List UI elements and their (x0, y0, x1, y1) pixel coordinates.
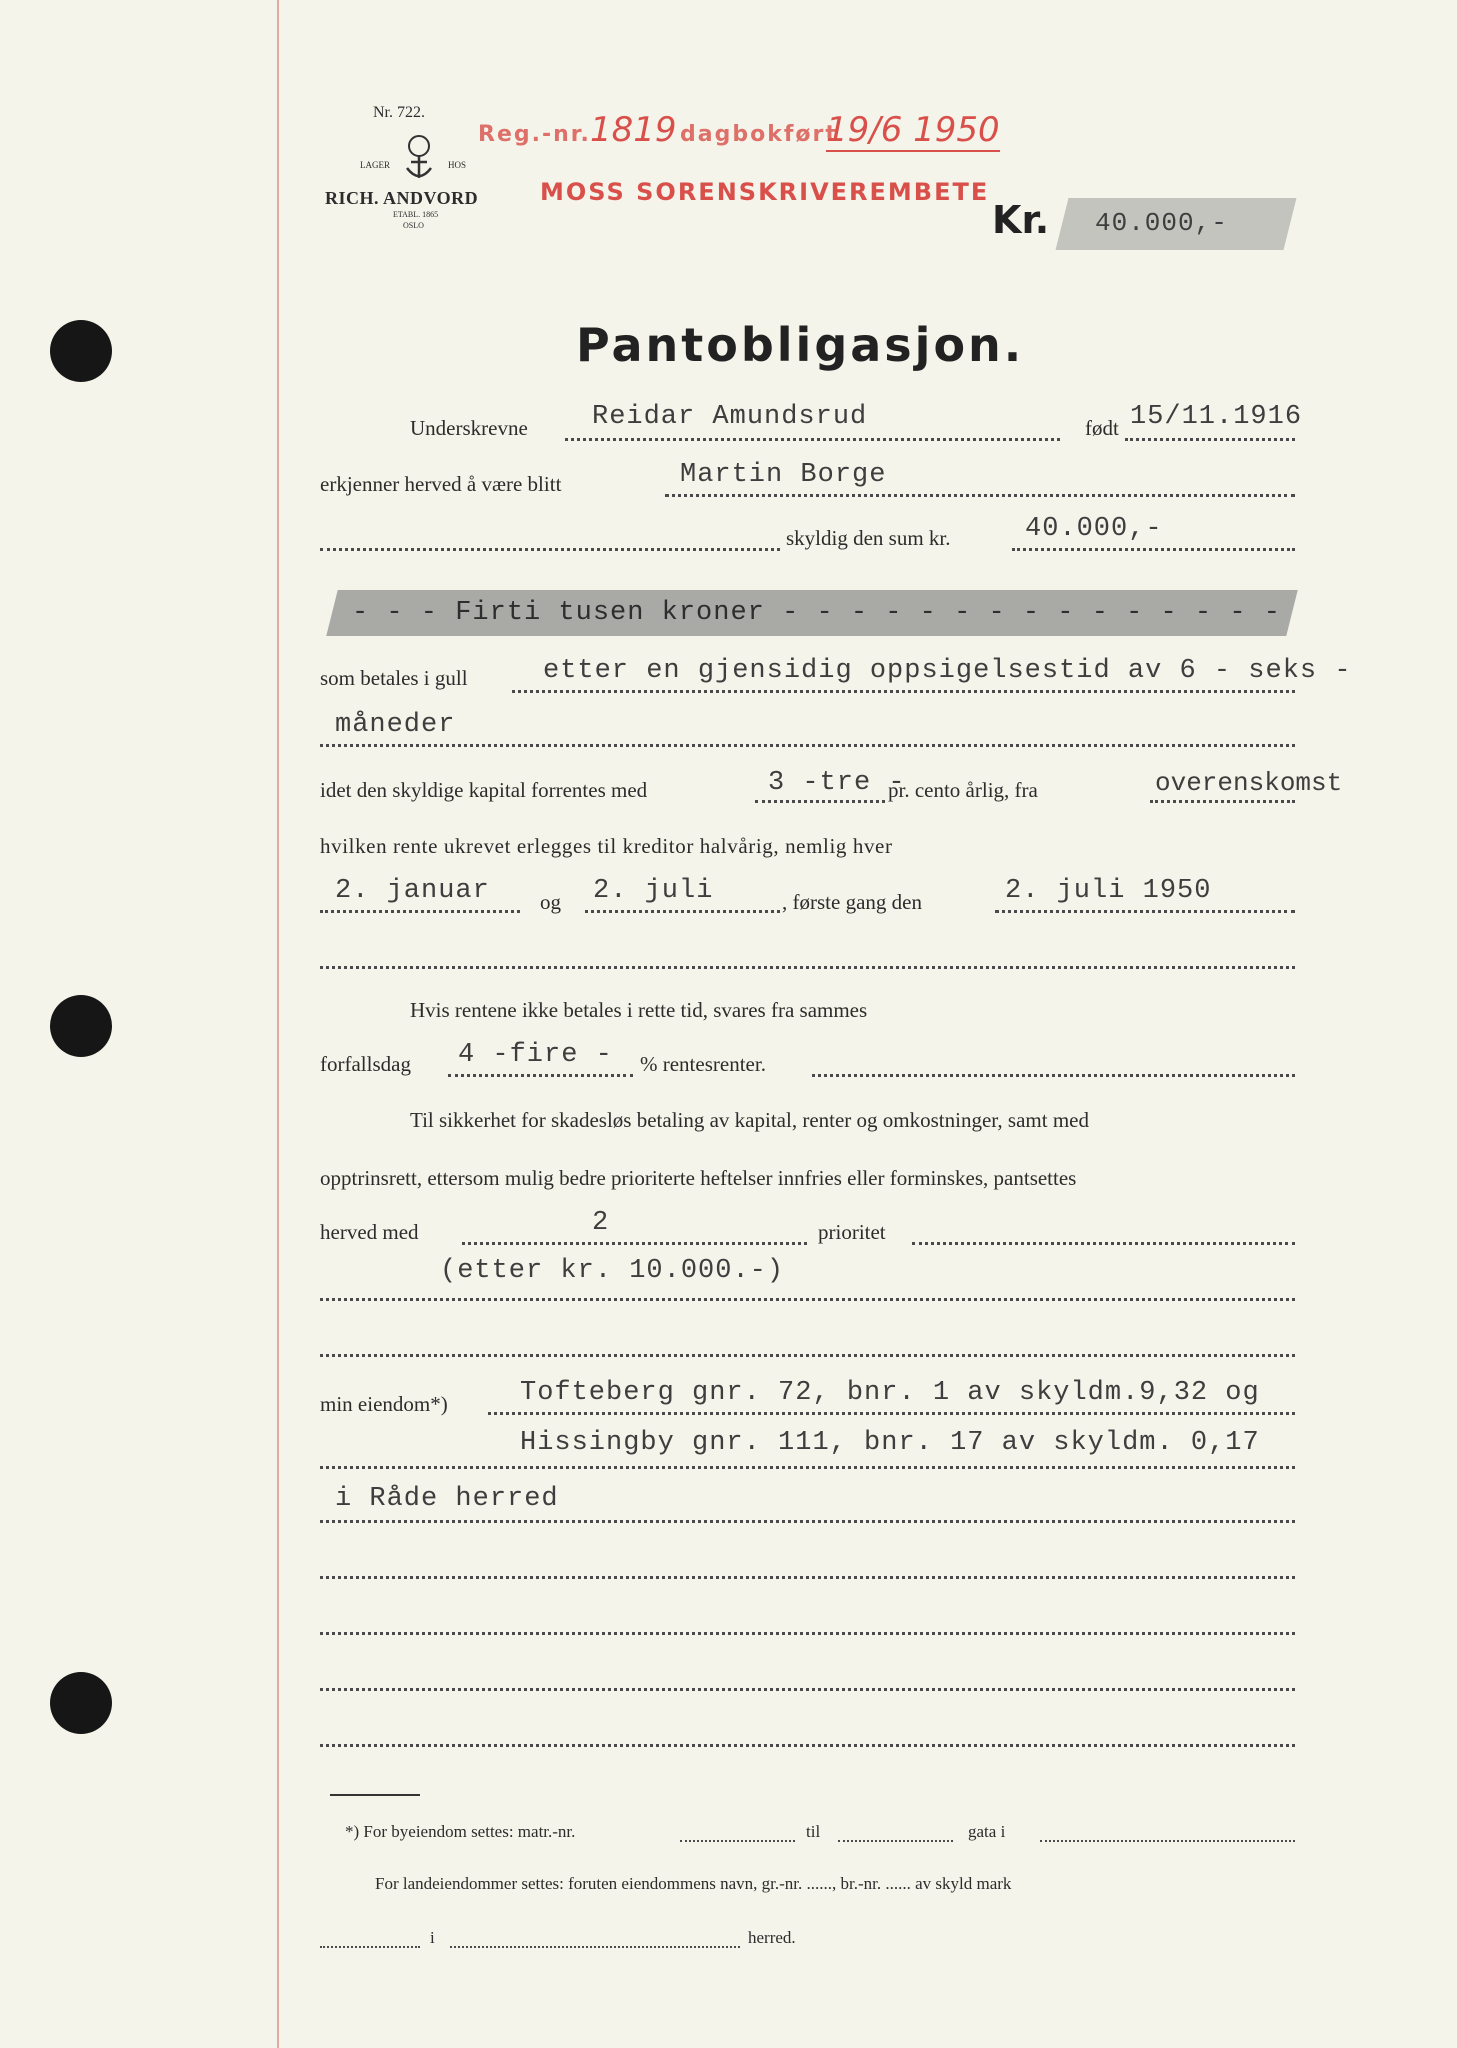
interest-value: 3 -tre - (768, 768, 906, 798)
stamp-date: 19/6 1950 (826, 110, 1000, 150)
date1-value: 2. januar (335, 876, 490, 906)
dotted-line (680, 1840, 795, 1842)
first-label: , første gang den (782, 890, 922, 914)
printer-company: RICH. ANDVORD (325, 188, 479, 208)
dotted-line (838, 1840, 953, 1842)
document-title: Pantobligasjon. (576, 318, 1025, 372)
dotted-line (320, 1354, 1295, 1357)
dotted-line (320, 1520, 1295, 1523)
dotted-line (320, 1744, 1295, 1747)
dotted-line (320, 1946, 420, 1948)
born-label: født (1085, 416, 1119, 440)
stamp-date-label: dagbokført (680, 122, 838, 147)
undersigned-label: Underskrevne (410, 416, 528, 440)
property-label: min eiendom*) (320, 1392, 448, 1416)
property-line1: Tofteberg gnr. 72, bnr. 1 av skyldm.9,32 og (520, 1378, 1260, 1408)
creditor-value: Martin Borge (680, 460, 887, 490)
interest-label-a: idet den skyldige kapital forrentes med (320, 778, 648, 802)
footnote-rule (330, 1794, 420, 1796)
dotted-line (450, 1946, 740, 1948)
first-value: 2. juli 1950 (1005, 876, 1212, 906)
dotted-line (320, 966, 1295, 969)
dotted-line (320, 548, 780, 551)
payable-value-line1: etter en gjensidig oppsigelsestid av 6 - seks - (543, 656, 1352, 686)
security-line2: opptrinsrett, ettersom mulig bedre prioriterte heftelser innfries eller forminskes, pantsettes (320, 1166, 1077, 1190)
punch-hole-bottom (50, 1672, 112, 1734)
dotted-line (1012, 548, 1295, 551)
dotted-line (812, 1074, 1295, 1077)
anchor-logo-icon (395, 132, 445, 184)
dotted-line (1150, 800, 1295, 803)
priority-note: (etter kr. 10.000.-) (440, 1256, 785, 1286)
dotted-line (320, 744, 1295, 747)
stamp-reg-label: Reg.-nr. (478, 122, 591, 147)
amount-words: - - - Firti tusen kroner - - - - - - - - - - - - - - - (352, 598, 1281, 628)
dotted-line (755, 800, 885, 803)
priority-label-a: herved med (320, 1220, 419, 1244)
dotted-line (320, 1688, 1295, 1691)
dotted-line (512, 690, 1295, 693)
stamp-reg-number: 1819 (590, 110, 677, 150)
dotted-line (565, 438, 1060, 441)
dotted-line (462, 1242, 807, 1245)
sum-value: 40.000,- (1025, 514, 1163, 544)
interest-line2: hvilken rente ukrevet erlegges til kreditor halvårig, nemlig hver (320, 834, 893, 858)
dotted-line (995, 910, 1295, 913)
payable-label: som betales i gull (320, 666, 468, 690)
margin-line (277, 0, 279, 2048)
punch-hole-middle (50, 995, 112, 1057)
payable-value-line2: måneder (335, 710, 456, 740)
default-line1: Hvis rentene ikke betales i rette tid, svares fra sammes (410, 998, 868, 1022)
property-line3: i Råde herred (335, 1484, 559, 1514)
default-label-b: % rentesrenter. (640, 1052, 766, 1076)
amount-label: Kr. (992, 198, 1050, 242)
footnote-line3-a: i (430, 1928, 435, 1947)
dotted-line (448, 1074, 633, 1077)
footnote-line2: For landeiendommer settes: foruten eiendommens navn, gr.-nr. ......, br.-nr. ...... av skyld mark (375, 1874, 1012, 1893)
printer-established: ETABL. 1865 (393, 210, 439, 219)
interest-label-b: pr. cento årlig, fra (888, 778, 1038, 802)
acknowledge-label: erkjenner herved å være blitt (320, 472, 562, 496)
printer-city: OSLO (403, 221, 424, 230)
default-label-a: forfallsdag (320, 1052, 411, 1076)
date2-value: 2. juli (593, 876, 714, 906)
dotted-line (665, 494, 1295, 497)
security-line1: Til sikkerhet for skadesløs betaling av kapital, renter og omkostninger, samt med (410, 1108, 1090, 1132)
dotted-line (488, 1412, 1295, 1415)
dotted-line (320, 1576, 1295, 1579)
default-value: 4 -fire - (458, 1040, 613, 1070)
born-value: 15/11.1916 (1130, 402, 1303, 432)
dotted-line (320, 1632, 1295, 1635)
dotted-line (320, 910, 520, 913)
dotted-line (1125, 438, 1295, 441)
og-label: og (540, 890, 561, 914)
dotted-line (320, 1466, 1295, 1469)
undersigned-value: Reidar Amundsrud (592, 402, 868, 432)
interest-from-value: overenskomst (1155, 768, 1343, 798)
printer-logo (360, 132, 480, 192)
footnote-line1-c: gata i (968, 1822, 1006, 1841)
priority-value: 2 (592, 1208, 610, 1238)
logo-right-text: HOS (448, 160, 467, 170)
stamp-office: MOSS SORENSKRIVEREMBETE (540, 178, 990, 206)
owe-label: skyldig den sum kr. (786, 526, 951, 550)
footnote-line1-b: til (806, 1822, 821, 1841)
dotted-line (1040, 1840, 1295, 1842)
logo-left-text: LAGER (360, 160, 390, 170)
footnote-line3-b: herred. (748, 1928, 796, 1947)
priority-label-b: prioritet (818, 1220, 886, 1244)
dotted-line (912, 1242, 1295, 1245)
footnote-line1-a: *) For byeiendom settes: matr.-nr. (345, 1822, 576, 1841)
property-line2: Hissingby gnr. 111, bnr. 17 av skyldm. 0,17 (520, 1428, 1260, 1458)
amount-value: 40.000,- (1095, 208, 1228, 238)
form-number: Nr. 722. (373, 104, 425, 121)
dotted-line (585, 910, 780, 913)
dotted-line (320, 1298, 1295, 1301)
punch-hole-top (50, 320, 112, 382)
